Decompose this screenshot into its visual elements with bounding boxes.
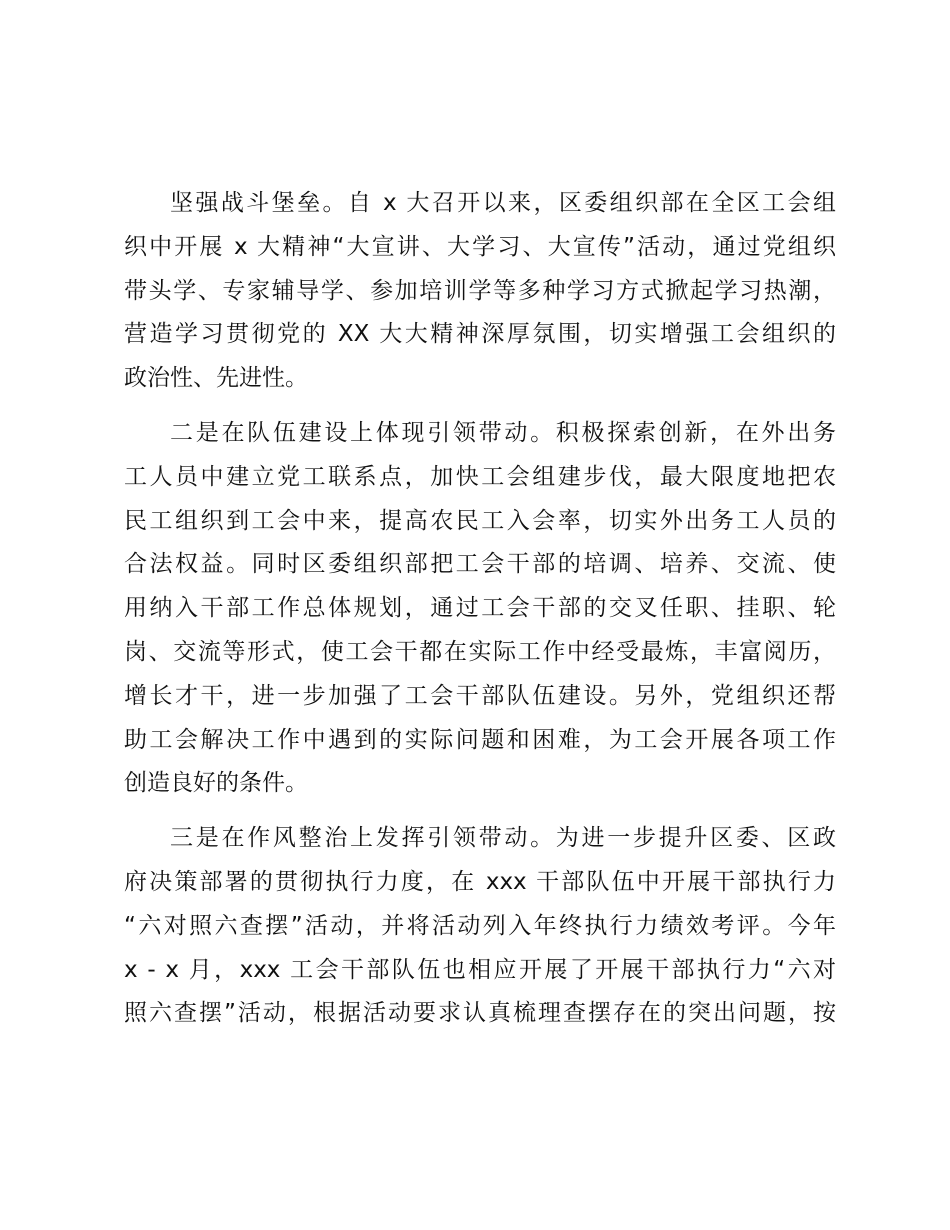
text-line: 带头学、专家辅导学、参加培训学等多种学习方式掀起学习热潮， (124, 277, 836, 304)
text-line: 合法权益。同时区委组织部把工会干部的培调、培养、交流、使 (124, 551, 836, 578)
text-line: 创造良好的条件。 (124, 770, 308, 797)
text-line: 坚强战斗堡垒。自 x 大召开以来，区委组织部在全区工会组 (170, 190, 836, 216)
paragraph-spacer (124, 806, 836, 817)
paragraph-1 (124, 182, 836, 401)
text-line: 增长才干，进一步加强了工会干部队伍建设。另外，党组织还帮 (124, 682, 836, 709)
text-line: 工人员中建立党工联系点，加快工会组建步伐，最大限度地把农 (124, 463, 836, 490)
paragraph-spacer (124, 401, 836, 412)
text-line: x - x 月，xxx 工会干部队伍也相应开展了开展干部执行力“六对 (124, 956, 836, 983)
text-line: 岗、交流等形式，使工会干都在实际工作中经受最炼，丰富阅历， (124, 638, 836, 665)
text-line: 织中开展 x 大精神“大宣讲、大学习、大宣传”活动，通过党组织 (124, 233, 836, 260)
paragraph-3 (124, 817, 836, 1036)
text-line: 营造学习贯彻党的 XX 大大精神深厚氛围，切实增强工会组织的 (124, 321, 836, 348)
text-line: 二是在队伍建设上体现引领带动。积极探索创新，在外出务 (170, 419, 836, 446)
text-line: 三是在作风整治上发挥引领带动。为进一步提升区委、区政 (170, 825, 836, 852)
text-line: 府决策部署的贯彻执行力度，在 xxx 干部队伍中开展干部执行力 (124, 868, 836, 895)
text-line: “六对照六查摆”活动，并将活动列入年终执行力绩效考评。今年 (124, 912, 836, 939)
text-line: 助工会解决工作中遇到的实际问题和困难，为工会开展各项工作 (124, 726, 836, 753)
paragraph-2 (124, 412, 836, 806)
text-line: 照六查摆”活动，根据活动要求认真梳理查摆存在的突出问题，按 (124, 1000, 836, 1027)
text-line: 政治性、先进性。 (124, 365, 308, 392)
text-line: 民工组织到工会中来，提高农民工入会率，切实外出务工人员的 (124, 507, 836, 534)
text-line: 用纳入干部工作总体规划，通过工会干部的交叉任职、挂职、轮 (124, 595, 836, 622)
body-text (124, 182, 836, 1036)
